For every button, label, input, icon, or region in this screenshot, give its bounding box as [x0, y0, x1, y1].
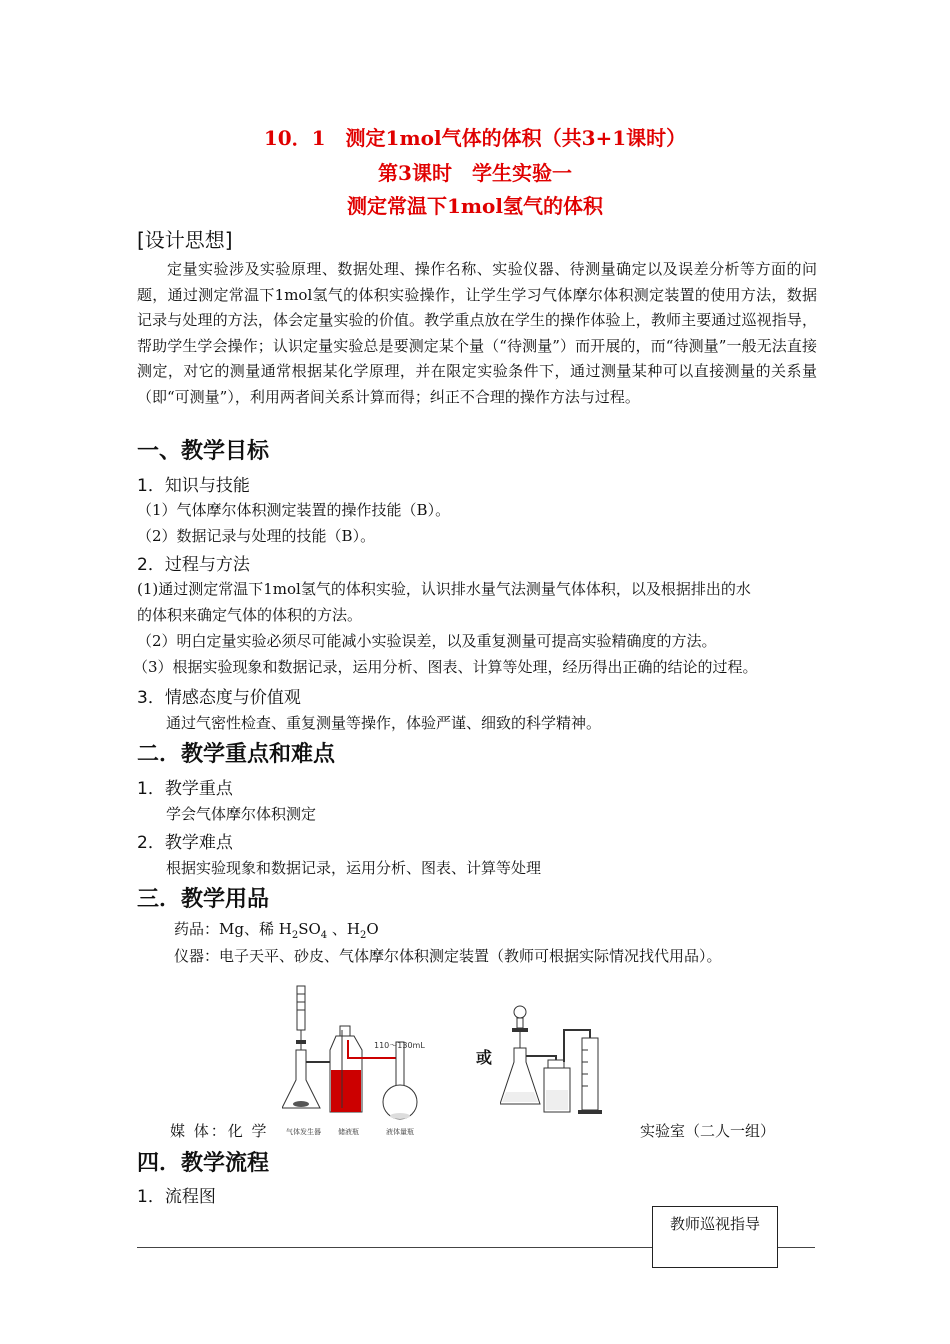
- process-item-1b: 的体积来确定气体的体积的方法。: [137, 606, 363, 624]
- flowchart-heading: 1．流程图: [137, 1187, 216, 1207]
- knowledge-skills-heading: 1．知识与技能: [137, 476, 250, 496]
- attitude-text: 通过气密性检查、重复测量等操作，体验严谨、细致的科学精神。: [166, 714, 602, 732]
- section-materials-heading: 三．教学用品: [137, 887, 270, 912]
- label-gas-generator: 气体发生器: [286, 1128, 321, 1136]
- process-item-1a: (1)通过测定常温下1mol氢气的体积实验，认识排水量气法测量气体体积，以及根据排出的水: [137, 580, 751, 598]
- process-item-3: （3）根据实验现象和数据记录，运用分析、图表、计算等处理，经历得出正确的结论的过程。: [133, 658, 758, 676]
- section-keypoints-heading: 二．教学重点和难点: [137, 742, 336, 767]
- media-label-left: 媒 体：化 学: [170, 1122, 269, 1140]
- drugs-line: 药品：Mg、稀 $H_2SO_4$ 、$H_2O$: [174, 920, 379, 941]
- lesson-subtitle: 第3课时 学生实验一: [378, 161, 572, 185]
- attitude-heading: 3．情感态度与价值观: [137, 688, 301, 708]
- key-point-text: 学会气体摩尔体积测定: [166, 805, 317, 823]
- lesson-title: 10．1 测定1mol气体的体积（共3+1课时）: [263, 126, 687, 150]
- apparatus-diagram-1: [282, 980, 442, 1140]
- process-method-heading: 2．过程与方法: [137, 555, 250, 575]
- design-heading: [设计思想]: [137, 228, 233, 252]
- key-point-heading: 1．教学重点: [137, 779, 233, 799]
- difficulty-text: 根据实验现象和数据记录，运用分析、图表、计算等处理: [166, 859, 542, 877]
- flowchart-box-teacher: 教师巡视指导: [652, 1206, 778, 1268]
- knowledge-item-2: （2）数据记录与处理的技能（B）。: [137, 527, 376, 545]
- scale-label: 110～130mL: [374, 1041, 425, 1050]
- instruments-line: 仪器：电子天平、砂皮、气体摩尔体积测定装置（教师可根据实际情况找代用品）。: [174, 947, 722, 965]
- label-measuring-flask: 液体量瓶: [386, 1128, 414, 1136]
- difficulty-heading: 2．教学难点: [137, 833, 233, 853]
- apparatus-diagram-2: [500, 1000, 610, 1120]
- experiment-title: 测定常温下1mol氢气的体积: [346, 194, 603, 218]
- knowledge-item-1: （1）气体摩尔体积测定装置的操作技能（B）。: [137, 501, 451, 519]
- section-objectives-heading: 一、教学目标: [137, 439, 270, 464]
- design-paragraph: 定量实验涉及实验原理、数据处理、操作名称、实验仪器、待测量确定以及误差分析等方面的问题，通过测定常温下1mol氢气的体积实验操作，让学生学习气体摩尔体积测定装置的使用方法，数据记录与处理的方法，体会定量实验的价值。教学重点放在学生的操作体验上，教师主要通过巡视指导，帮助学生学会操作；认识定量实验总是要测定某个量（“待测量”）而开展的，而“待测量”一般无法直接测定，对它的测量通常根据某化学原理，并在限定实验条件下，通过测量某种可以直接测量的关系量（即“可测量”），利用两者间关系计算而得；纠正不合理的操作方法与过程。: [137, 260, 817, 406]
- section-process-heading: 四．教学流程: [137, 1151, 270, 1176]
- or-label: 或: [476, 1048, 493, 1067]
- media-label-right: 实验室（二人一组）: [640, 1122, 776, 1140]
- process-item-2: （2）明白定量实验必须尽可能减小实验误差，以及重复测量可提高实验精确度的方法。: [137, 632, 717, 650]
- label-reservoir: 储液瓶: [338, 1128, 359, 1136]
